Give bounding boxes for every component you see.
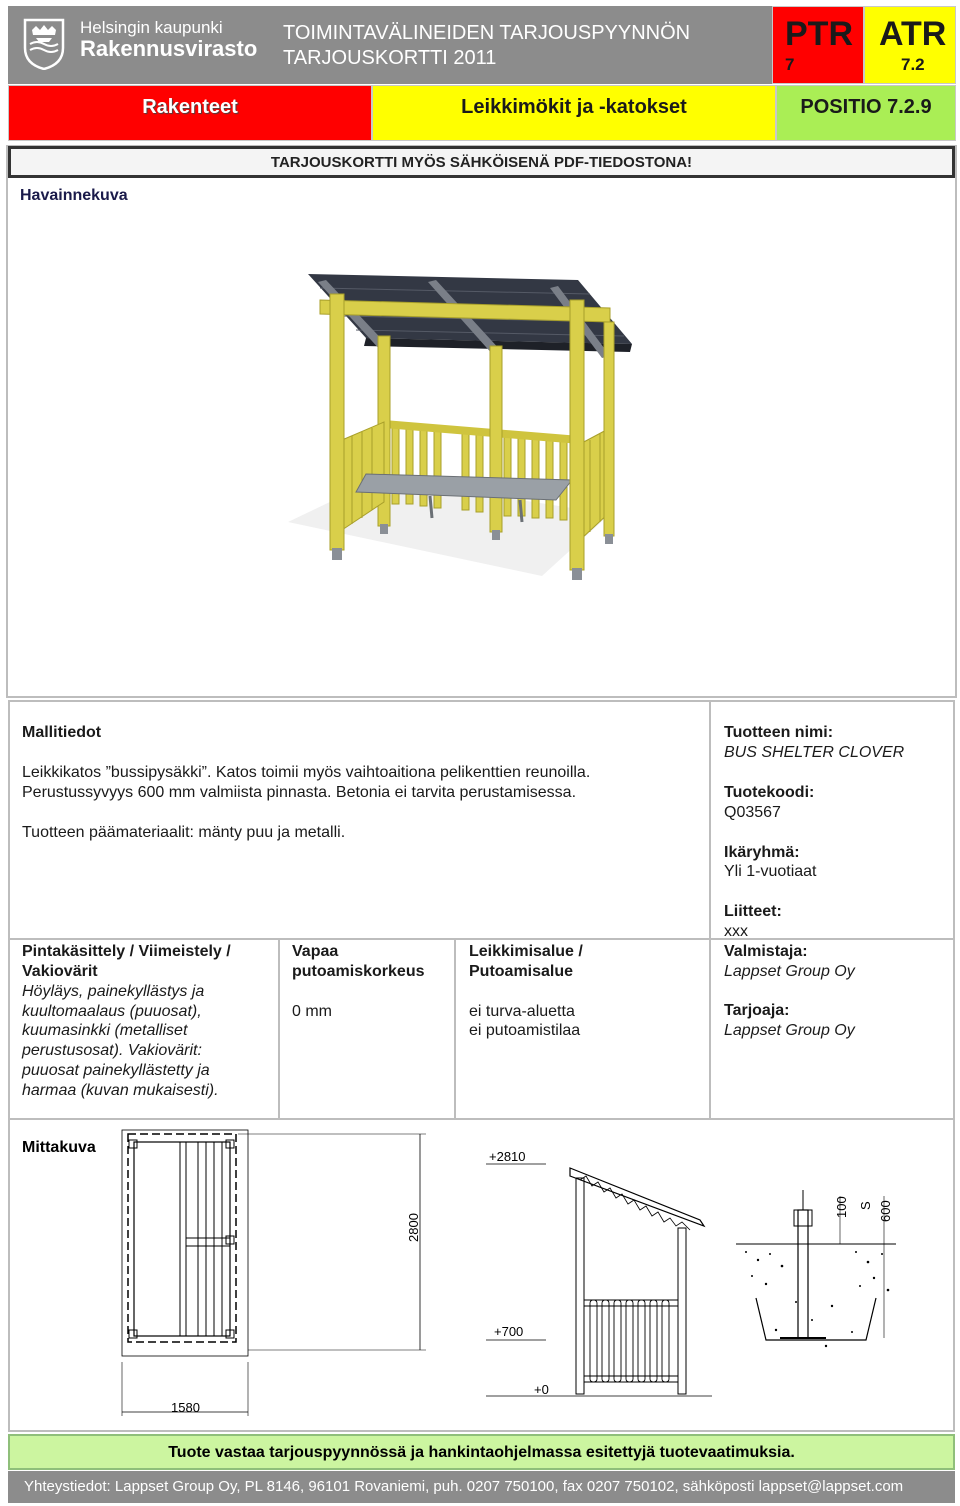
finish-text-4: perustusosat). Vakiovärit:: [22, 1042, 202, 1059]
dim-600-label: 600: [878, 1200, 893, 1222]
finish-text-3: kuumasinkki (metalliset: [22, 1022, 188, 1039]
finish-text-1: Höyläys, painekyllästys ja: [22, 983, 205, 1000]
offerer-label: Tarjoaja:: [724, 1002, 790, 1019]
model-materials: Tuotteen päämateriaalit: mänty puu ja metalli.: [22, 824, 346, 841]
play-area-value-line2: ei putoamistilaa: [469, 1022, 581, 1039]
manufacturer-value: Lappset Group Oy: [724, 963, 855, 980]
compliance-note: Tuote vastaa tarjouspyynnössä ja hankintaohjelmassa esitettyjä tuotevaatimuksia.: [168, 1444, 795, 1461]
atr-value: 7.2: [901, 55, 925, 74]
product-group-box: [372, 85, 776, 141]
ptr-label: PTR: [785, 15, 853, 53]
bus-shelter-illustration: [280, 260, 660, 590]
play-area-value-line1: ei turva-aluetta: [469, 1003, 575, 1020]
attachments-value: xxx: [724, 923, 748, 940]
finish-text-5: puuosat painekyllästetty ja: [22, 1062, 210, 1079]
foundation-section-drawing: [736, 1190, 896, 1362]
fall-height-label-line1: Vapaa: [292, 943, 339, 960]
city-crest-icon: [22, 18, 66, 70]
dim-width-label: 1580: [171, 1400, 200, 1415]
manufacturer-label: Valmistaja:: [724, 943, 808, 960]
ptr-value: 7: [785, 55, 795, 74]
card-title-line1: TOIMINTAVÄLINEIDEN TARJOUSPYYNNÖN: [283, 22, 691, 44]
compliance-bar: [8, 1434, 955, 1470]
category-box: [8, 85, 372, 141]
age-group-label: Ikäryhmä:: [724, 844, 800, 861]
finish-text-6: harmaa (kuvan mukaisesti).: [22, 1082, 219, 1099]
level-mid-label: +700: [494, 1324, 524, 1339]
product-name-label: Tuotteen nimi:: [724, 724, 834, 741]
atr-box: [864, 6, 956, 84]
dim-100-label: 100: [834, 1196, 849, 1218]
offerer-value: Lappset Group Oy: [724, 1022, 855, 1039]
finish-text-2: kuultomaalaus (puuosat),: [22, 1003, 202, 1020]
atr-label: ATR: [879, 15, 947, 53]
product-code-label: Tuotekoodi:: [724, 784, 815, 801]
info-divider-col1: [278, 939, 280, 1119]
dim-height-label: 2800: [406, 1213, 421, 1242]
model-desc-line1: Leikkikatos ”bussipysäkki”. Katos toimii myös vaihtoaitiona pelikenttien reunoilla.: [22, 764, 591, 781]
fall-height-label-line2: putoamiskorkeus: [292, 963, 425, 980]
attachments-label: Liitteet:: [724, 903, 782, 920]
play-area-label-line1: Leikkimisalue /: [469, 943, 583, 960]
illustration-heading: Havainnekuva: [20, 187, 128, 204]
fall-height-value: 0 mm: [292, 1003, 332, 1020]
dim-s-label: S: [858, 1201, 873, 1210]
product-code-value: Q03567: [724, 804, 781, 821]
model-desc-line2: Perustussyvyys 600 mm valmiista pinnasta. Betonia ei tarvita perustamisessa.: [22, 784, 577, 801]
play-area-label-line2: Putoamisalue: [469, 963, 574, 980]
city-name: Helsingin kaupunki: [80, 18, 223, 37]
info-divider-vertical: [709, 701, 711, 1119]
product-group-label: Leikkimökit ja -katokset: [461, 96, 687, 118]
side-view-drawing: [486, 1150, 712, 1402]
card-title-line2: TARJOUSKORTTI 2011: [283, 47, 497, 69]
agency-name: Rakennusvirasto: [80, 36, 258, 61]
age-group-value: Yli 1-vuotiaat: [724, 863, 817, 880]
product-name-value: BUS SHELTER CLOVER: [724, 744, 905, 761]
finish-label-line1: Pintakäsittely / Viimeistely /: [22, 943, 231, 960]
plan-view-drawing: [120, 1128, 440, 1423]
ptr-box: [772, 6, 864, 84]
position-box: [776, 85, 956, 141]
info-divider-horizontal: [9, 938, 954, 940]
footer-bar: [8, 1471, 955, 1503]
pdf-notice: TARJOUSKORTTI MYÖS SÄHKÖISENÄ PDF-TIEDOSTONA!: [270, 154, 693, 171]
contact-info: Yhteystiedot: Lappset Group Oy, PL 8146, 96101 Rovaniemi, puh. 0207 750100, fax 0207 750102, sähköposti lappset@lappset.com: [24, 1478, 904, 1495]
level-top-label: +2810: [489, 1149, 526, 1164]
position-label: POSITIO 7.2.9: [800, 96, 932, 118]
pdf-notice-bar: [8, 146, 955, 178]
category-label: Rakenteet: [142, 96, 238, 118]
info-divider-col2: [454, 939, 456, 1119]
finish-label-line2: Vakiovärit: [22, 963, 98, 980]
scale-heading: Mittakuva: [22, 1139, 96, 1156]
model-heading: Mallitiedot: [22, 724, 102, 741]
level-zero-label: +0: [534, 1382, 549, 1397]
